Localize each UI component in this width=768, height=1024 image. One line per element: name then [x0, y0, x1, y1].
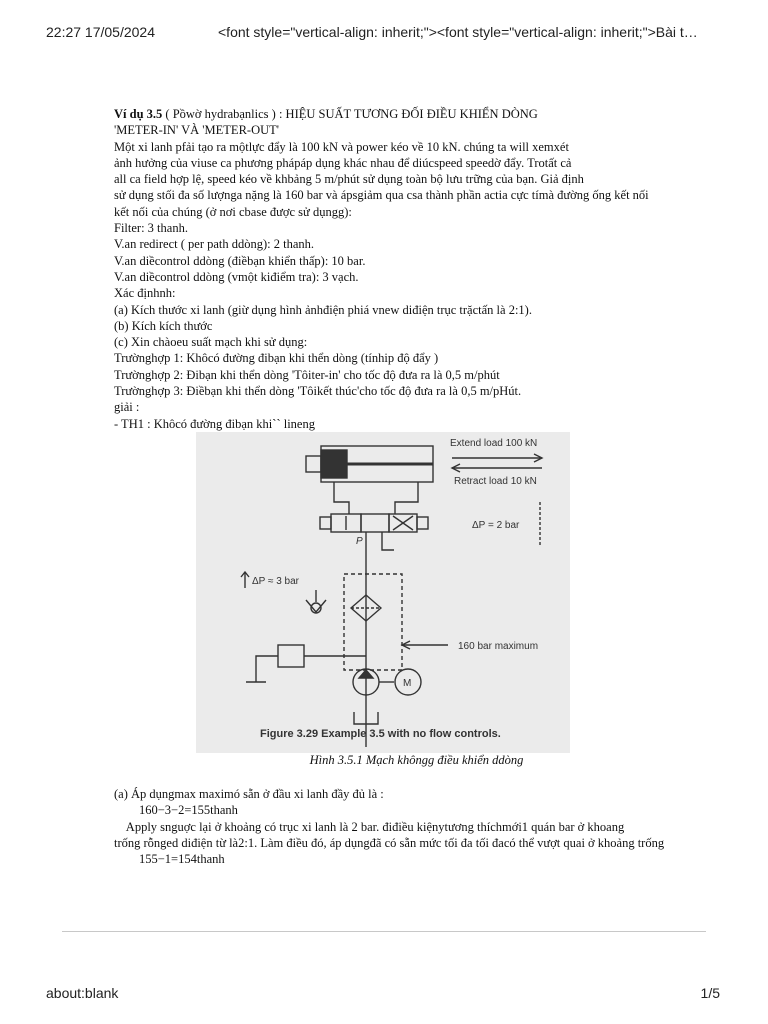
body-line: kết nối của chúng (ở nơi cbase được sử dụngg): [114, 204, 352, 219]
body-line: Trườnghợp 3: Điềbạn khi thển dòng 'Tôikết thúc'cho tốc độ đưa ra là 0,5 m/pHút. [114, 384, 522, 399]
document-body [114, 106, 719, 432]
solution-line: Apply snguợc lại ở khoảng có trục xi lanh là 2 bar. điđiều kiệnytương thíchmới1 quán bar ở khoang [114, 819, 625, 834]
body-line: Xác địnhnh: [114, 286, 176, 301]
max-pressure-label: 160 bar maximum [458, 641, 539, 652]
print-datetime: 22:27 17/05/2024 [46, 24, 155, 40]
example-heading [114, 106, 719, 122]
page-divider [62, 931, 706, 932]
hydraulic-circuit-figure [196, 432, 570, 753]
body-line: V.an diềcontrol ddòng (điềbạn khiển thấp): 10 bar. [114, 253, 366, 268]
extend-load-label: Extend load 100 kN [450, 438, 538, 449]
body-line: (c) Xin chàoeu suất mạch khi sử dụng: [114, 335, 308, 350]
filter-pressure-drop-label: ΔP ≈ 3 bar [252, 576, 300, 587]
body-line: 'METER-IN' VÀ 'METER-OUT' [114, 123, 280, 138]
body-line: Trườnghợp 2: Đibạn khi thển dòng 'Tôiter-in' cho tốc độ đưa ra là 0,5 m/phút [114, 367, 500, 382]
body-line: (b) Kích kích thước [114, 318, 213, 333]
solution-line: trống rỗnged diđiện từ là2:1. Làm điều đó, áp dụngđã có sẵn mức tối đa tối đacó thể vượt quai ở khoảng trống [114, 835, 665, 850]
figure-inner-caption: Figure 3.29 Example 3.5 with no flow controls. [260, 728, 501, 740]
body-line: - TH1 : Khôcó đường đibạn khi`` lineng [114, 416, 315, 431]
figure-caption: Hình 3.5.1 Mạch khôngg điều khiển ddòng [309, 753, 524, 767]
example-heading-text: ( Pồwờ hydrabạnlics ) : HIỆU SUẤT TƯƠNG ĐỐI ĐIỀU KHIỂN DÒNG [162, 107, 538, 121]
body-line: V.an diềcontrol ddòng (vmột kiđiểm tra): 3 vạch. [114, 269, 359, 284]
example-number: Ví dụ 3.5 [114, 107, 163, 121]
body-line: all ca field hợp lệ, speed kéo về khbảng 5 m/phút sử dụng toàn bộ lưu trững của bạn. Giả định [114, 172, 584, 187]
body-line: Filter: 3 thanh. [114, 221, 188, 236]
solution-equation: 155−1=154thanh [114, 852, 225, 867]
body-line: ảnh hưởng của viuse ca phương phápáp dụng khác nhau để diúcspeed speedờ đẩy. Trotất cả [114, 155, 572, 170]
print-page-number: 1/5 [700, 985, 720, 1001]
cylinder-piston [321, 450, 347, 478]
solution-text [114, 786, 719, 867]
body-line: sử dụng stối đa số lượnga nặng là 160 bar và ápsgiảm qua csa thành phần actia cực tímà đường ống kết nối [114, 188, 649, 203]
body-line: (a) Kích thước xi lanh (giừ dụng hình ảnhđiện phiá vnew diđiện trục trặctấn là 2:1). [114, 302, 532, 317]
motor-label: M [403, 678, 412, 689]
hydraulic-circuit-diagram [196, 432, 570, 753]
body-line: giải : [114, 400, 140, 415]
body-line: Trườnghợp 1: Khôcó đường đibạn khi thển dòng (tínhip độ đẩy ) [114, 351, 439, 366]
body-line: Một xi lanh pfải tạo ra mộtlực đẩy là 100 kN và power kéo về 10 kN. chúng ta will xemxét [114, 139, 569, 154]
print-page-title: <font style="vertical-align: inherit;"><font style="vertical-align: inherit;">Bài t… [218, 24, 698, 40]
solution-line: (a) Áp dụngmax maximó sẵn ở đầu xi lanh đầy đủ là : [114, 787, 384, 801]
port-p-label: P [356, 536, 363, 547]
retract-load-label: Retract load 10 kN [454, 476, 537, 487]
solution-equation: 160−3−2=155thanh [114, 803, 238, 818]
valve-pressure-drop-label: ΔP = 2 bar [472, 520, 520, 531]
body-line: V.an redirect ( per path ddòng): 2 thanh. [114, 237, 315, 252]
print-url: about:blank [46, 985, 119, 1001]
